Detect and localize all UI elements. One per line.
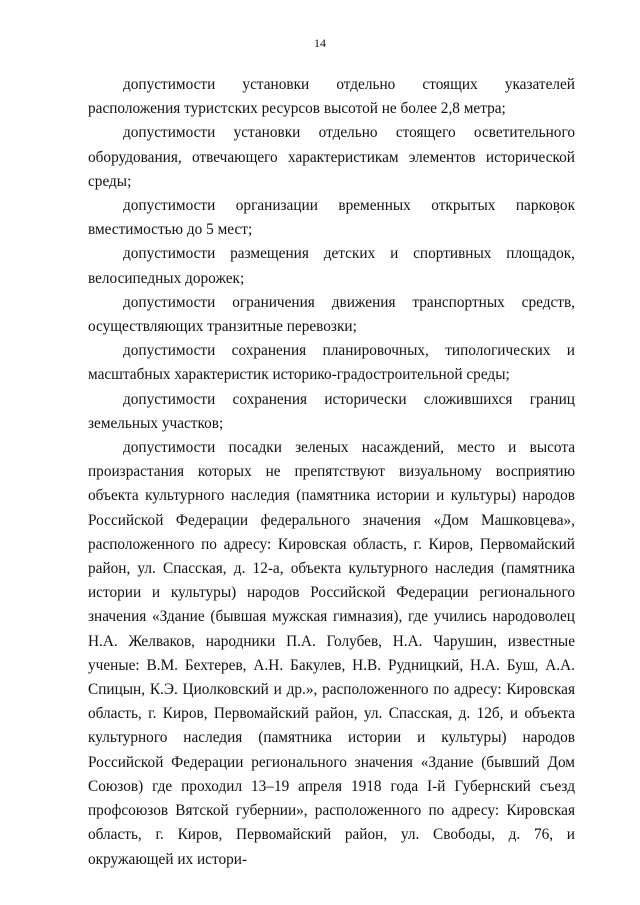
page-number: 14 — [314, 36, 326, 50]
paragraph-playgrounds: допустимости размещения детских и спортивных площадок, велосипедных дорожек; — [88, 245, 575, 287]
paragraph-traffic: допустимости ограничения движения транспортных средств, осуществляющих транзитные перевозки; — [88, 293, 575, 336]
paragraph-parking: допустимости организации временных открытых парковок вместимостью до 5 мест; — [88, 197, 575, 239]
paragraph-green-planting: допустимости посадки зеленых насаждений, место и высота произрастания которых не препятствуют визуальному восприятию объекта культурного наследия (памятника истории и культуры) народов Российской Федерации федерального значения «Дом Машковцева», расположенного по адресу: Кировская область, г. Киров, Первомайский район, ул. Спасская, д. 12-а, объекта культурного наследия (памятника истории и культуры) народов Российской Федерации регионального значения «Здание (бывшая мужская гимназия), где учились народоволец Н.А. Желваков, народники П.А. Голубев, Н.А. Чарушин, известные ученые: В.М. Бехтерев, А.Н. Бакулев, Н.В. Рудницкий, Н.А. Буш, А.А. Спицын, К.Э. Циолковский и др.», расположенного по адресу: Кировская область, г. Киров, Первомайский район, ул. Спасская, д. 12б, и объекта культурного наследия (памятника истории и культуры) народов Российской Федерации регионального значения «Здание (бывший Дом Союзов) где проходил 13–19 апреля 1918 года I-й Губернский съезд профсоюзов Вятской губернии», расположенного по адресу: Кировская область, г. Киров, Первомайский район, ул. Свободы, д. 76, и окружающей их истори- — [88, 439, 575, 868]
paragraph-planning: допустимости сохранения планировочных, типологических и масштабных характеристик историко-градостроительной среды; — [88, 342, 575, 384]
paragraph-lighting: допустимости установки отдельно стоящего осветительного оборудования, отвечающего характеристикам элементов исторической среды; — [88, 124, 575, 190]
paragraph-land-boundaries: допустимости сохранения исторически сложившихся границ земельных участков; — [88, 390, 575, 432]
document-body — [88, 73, 575, 872]
paragraph-signposts: допустимости установки отдельно стоящих указателей расположения туристских ресурсов высотой не более 2,8 метра; — [88, 76, 575, 118]
